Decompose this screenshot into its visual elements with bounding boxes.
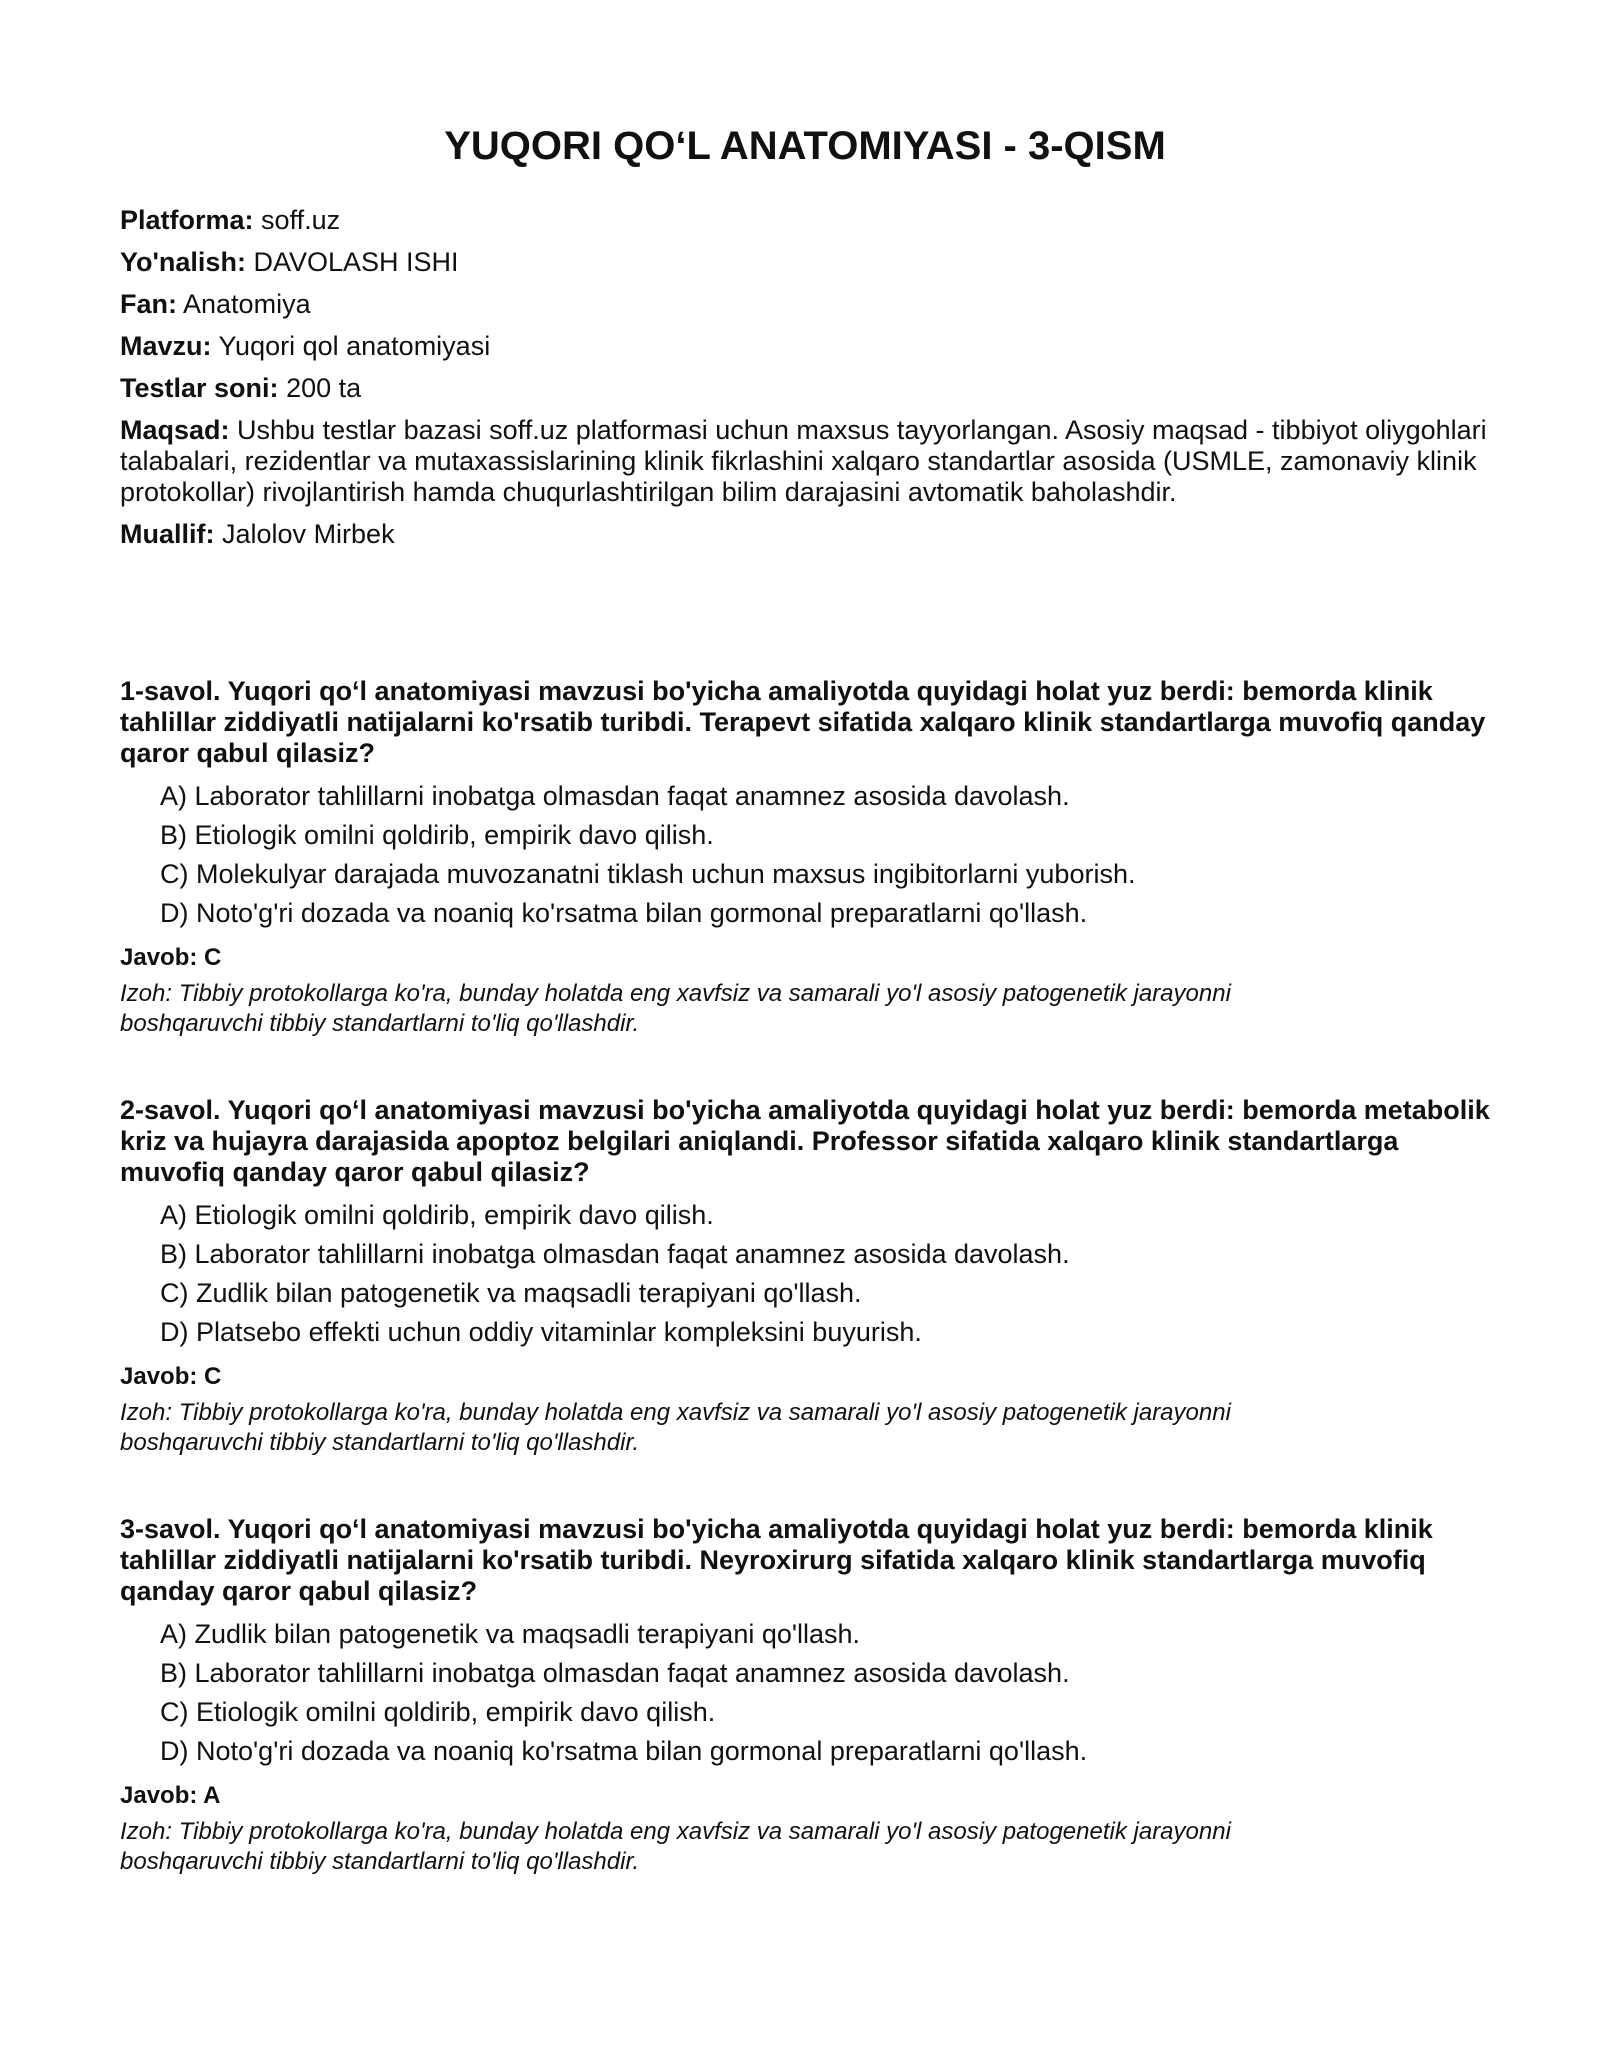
document-title: YUQORI QO‘L ANATOMIYASI - 3-QISM bbox=[444, 124, 1166, 168]
meta-value: Yuqori qol anatomiyasi bbox=[218, 331, 491, 361]
meta-label: Platforma: bbox=[120, 205, 254, 235]
question-text: 3-savol. Yuqori qo‘l anatomiyasi mavzusi bo'yicha amaliyotda quyidagi holat yuz berdi: bemorda klinik tahlillar ziddiyatli natijalarni ko'rsatib turibdi. Neyroxirurg sifatida xalqaro klinik standartlarga muvofiq qanday qaror qabul qilasiz? bbox=[120, 1514, 1433, 1606]
meta-label: Mavzu: bbox=[120, 331, 212, 361]
option-b: B) Laborator tahlillarni inobatga olmasdan faqat anamnez asosida davolash. bbox=[160, 1239, 1070, 1269]
meta-value: DAVOLASH ISHI bbox=[253, 247, 459, 277]
explanation-note: Izoh: Tibbiy protokollarga ko'ra, bunday holatda eng xavfsiz va samarali yo'l asosiy patogenetik jarayonni boshqaruvchi tibbiy standartlarni to'liq qo'llashdir. bbox=[120, 980, 1231, 1037]
answer-text: Javob: C bbox=[120, 944, 222, 971]
explanation-note: Izoh: Tibbiy protokollarga ko'ra, bunday holatda eng xavfsiz va samarali yo'l asosiy patogenetik jarayonni boshqaruvchi tibbiy standartlarni to'liq qo'llashdir. bbox=[120, 1818, 1231, 1875]
option-a: A) Etiologik omilni qoldirib, empirik davo qilish. bbox=[160, 1200, 714, 1230]
question-list bbox=[120, 676, 1495, 1933]
option-d: D) Noto'g'ri dozada va noaniq ko'rsatma bilan gormonal preparatlarni qo'llash. bbox=[160, 1736, 1088, 1766]
option-list bbox=[120, 1619, 1495, 1767]
option-b: B) Etiologik omilni qoldirib, empirik davo qilish. bbox=[160, 820, 714, 850]
explanation-note: Izoh: Tibbiy protokollarga ko'ra, bunday holatda eng xavfsiz va samarali yo'l asosiy patogenetik jarayonni boshqaruvchi tibbiy standartlarni to'liq qo'llashdir. bbox=[120, 1399, 1231, 1456]
question-text: 2-savol. Yuqori qo‘l anatomiyasi mavzusi bo'yicha amaliyotda quyidagi holat yuz berdi: bemorda metabolik kriz va hujayra darajasida apoptoz belgilari aniqlandi. Professor sifatida xalqaro klinik standartlarga muvofiq qanday qaror qabul qilasiz? bbox=[120, 1095, 1490, 1187]
option-list bbox=[120, 781, 1495, 929]
question-item bbox=[120, 1514, 1495, 1877]
option-c: C) Etiologik omilni qoldirib, empirik davo qilish. bbox=[160, 1697, 716, 1727]
meta-topic bbox=[120, 331, 1490, 362]
option-list bbox=[120, 1200, 1495, 1348]
meta-value: Anatomiya bbox=[183, 289, 311, 319]
option-d: D) Platsebo effekti uchun oddiy vitaminlar kompleksini buyurish. bbox=[160, 1317, 922, 1347]
meta-author bbox=[120, 519, 1490, 550]
meta-value: Ushbu testlar bazasi soff.uz platformasi uchun maxsus tayyorlangan. Asosiy maqsad - tibbiyot oliygohlari talabalari, rezidentlar va mutaxassislarining klinik fikrlashini xalqaro standartlar asosida (USMLE, zamonaviy klinik protokollar) rivojlantirish hamda chuqurlashtirilgan bilim darajasini avtomatik baholashdir. bbox=[120, 415, 1487, 507]
meta-label: Maqsad: bbox=[120, 415, 230, 445]
option-c: C) Molekulyar darajada muvozanatni tiklash uchun maxsus ingibitorlarni yuborish. bbox=[160, 859, 1136, 889]
question-item bbox=[120, 1095, 1495, 1458]
option-c: C) Zudlik bilan patogenetik va maqsadli terapiyani qo'llash. bbox=[160, 1278, 862, 1308]
answer-text: Javob: C bbox=[120, 1363, 222, 1390]
meta-label: Testlar soni: bbox=[120, 373, 279, 403]
option-d: D) Noto'g'ri dozada va noaniq ko'rsatma bilan gormonal preparatlarni qo'llash. bbox=[160, 898, 1088, 928]
meta-label: Muallif: bbox=[120, 519, 215, 549]
meta-label: Yo'nalish: bbox=[120, 247, 246, 277]
answer-text: Javob: A bbox=[120, 1782, 221, 1809]
option-a: A) Zudlik bilan patogenetik va maqsadli terapiyani qo'llash. bbox=[160, 1619, 861, 1649]
meta-value: soff.uz bbox=[261, 205, 341, 235]
meta-purpose bbox=[120, 415, 1490, 508]
option-b: B) Laborator tahlillarni inobatga olmasdan faqat anamnez asosida davolash. bbox=[160, 1658, 1070, 1688]
meta-test-count bbox=[120, 373, 1490, 404]
question-item bbox=[120, 676, 1495, 1039]
meta-value: 200 ta bbox=[286, 373, 362, 403]
document-metadata bbox=[120, 205, 1490, 561]
question-text: 1-savol. Yuqori qo‘l anatomiyasi mavzusi bo'yicha amaliyotda quyidagi holat yuz berdi: bemorda klinik tahlillar ziddiyatli natijalarni ko'rsatib turibdi. Terapevt sifatida xalqaro klinik standartlarga muvofiq qanday qaror qabul qilasiz? bbox=[120, 676, 1486, 768]
meta-direction bbox=[120, 247, 1490, 278]
option-a: A) Laborator tahlillarni inobatga olmasdan faqat anamnez asosida davolash. bbox=[160, 781, 1070, 811]
meta-platform bbox=[120, 205, 1490, 236]
meta-subject bbox=[120, 289, 1490, 320]
meta-value: Jalolov Mirbek bbox=[222, 519, 395, 549]
meta-label: Fan: bbox=[120, 289, 177, 319]
